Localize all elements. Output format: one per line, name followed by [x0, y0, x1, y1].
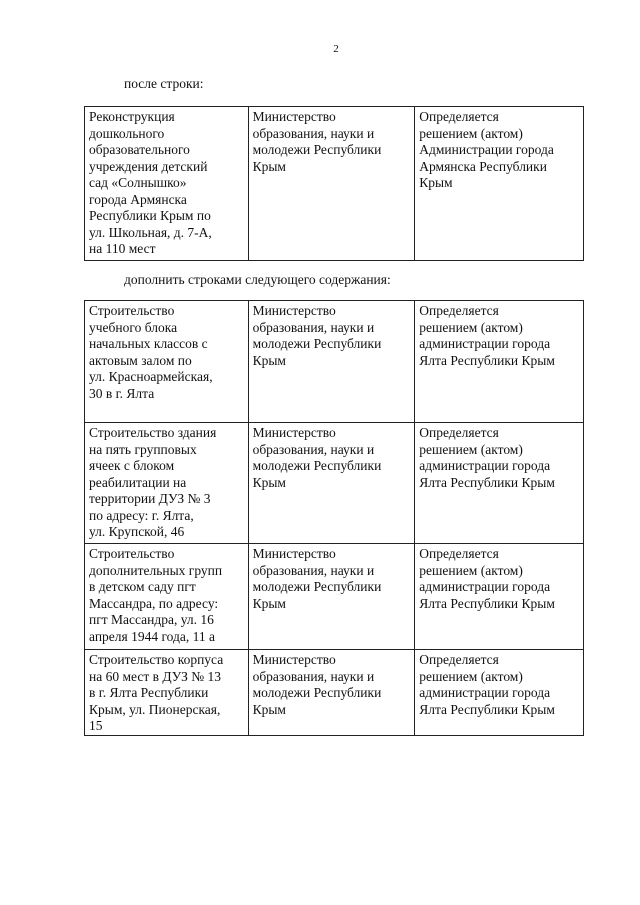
page-number: 2 — [333, 43, 339, 55]
cell-object — [85, 650, 249, 736]
cell-line: учреждения детский — [89, 158, 208, 174]
cell-line: на 60 мест в ДУЗ № 13 — [89, 668, 222, 684]
cell-object — [85, 544, 249, 650]
cell-line: администрации города — [419, 458, 551, 473]
cell-object — [85, 107, 249, 261]
cell-line: Министерство — [252, 303, 336, 318]
cell-line: в г. Ялта Республики — [89, 685, 209, 700]
cell-ministry — [248, 544, 415, 650]
table-row — [85, 650, 584, 736]
cell-line: администрации города — [419, 336, 551, 351]
cell-line: Крым — [419, 175, 453, 190]
intro-text: после строки: — [124, 76, 204, 91]
cell-line: в детском саду пгт — [89, 579, 196, 594]
cell-line: территории ДУЗ № 3 — [89, 491, 211, 506]
cell-line: Определяется — [419, 546, 499, 561]
cell-line: ул. Красноармейская, — [89, 369, 213, 384]
cell-line: Реконструкция — [89, 109, 175, 124]
cell-line: образования, науки и — [252, 125, 375, 141]
cell-line: решением (актом) — [419, 125, 523, 141]
cell-line: учебного блока — [89, 319, 178, 335]
cell-line: Крым, ул. Пионерская, — [89, 701, 221, 717]
table-added-rows — [84, 300, 584, 736]
cell-ministry — [248, 423, 415, 544]
cell-ministry — [248, 107, 415, 261]
cell-line: Строительство — [89, 303, 175, 318]
cell-line: молодежи Республики — [252, 336, 382, 351]
cell-line: молодежи Республики — [252, 142, 382, 157]
cell-line: Министерство — [252, 652, 336, 667]
cell-line: 15 — [89, 718, 103, 733]
cell-line: на пять групповых — [89, 441, 197, 457]
cell-line: решением (актом) — [419, 319, 523, 335]
cell-line: актовым залом по — [89, 352, 192, 368]
cell-line: Министерство — [252, 425, 336, 440]
cell-line: Крым — [252, 352, 286, 368]
cell-line: дополнительных групп — [89, 562, 223, 578]
cell-line: ул. Крупской, 46 — [89, 524, 185, 539]
cell-line: решением (актом) — [419, 441, 523, 457]
cell-line: образования, науки и — [252, 562, 375, 578]
cell-line: Администрации города — [419, 142, 554, 157]
cell-line: начальных классов с — [89, 336, 208, 351]
cell-line: администрации города — [419, 579, 551, 594]
table-body — [85, 301, 584, 736]
cell-line: Ялта Республики Крым — [419, 701, 555, 717]
cell-ministry — [248, 650, 415, 736]
cell-line: образовательного — [89, 142, 190, 157]
cell-line: образования, науки и — [252, 441, 375, 457]
addition-text: дополнить строками следующего содержания: — [124, 272, 391, 287]
cell-ministry — [248, 301, 415, 423]
cell-line: администрации города — [419, 685, 551, 700]
cell-line: на 110 мест — [89, 241, 156, 256]
table-row — [85, 544, 584, 650]
cell-line: Крым — [252, 474, 286, 490]
cell-line: Крым — [252, 158, 286, 174]
cell-line: Крым — [252, 701, 286, 717]
cell-line: Определяется — [419, 109, 499, 124]
cell-line: Крым — [252, 595, 286, 611]
cell-determined — [415, 544, 584, 650]
cell-line: Строительство здания — [89, 425, 217, 440]
cell-line: Массандра, по адресу: — [89, 595, 219, 611]
cell-line: города Армянска — [89, 191, 187, 207]
cell-line: Строительство корпуса — [89, 652, 224, 667]
cell-line: сад «Солнышко» — [89, 175, 187, 190]
cell-line: по адресу: г. Ялта, — [89, 507, 194, 523]
cell-line: молодежи Республики — [252, 458, 382, 473]
table-body — [85, 107, 584, 261]
cell-line: решением (актом) — [419, 668, 523, 684]
cell-line: Ялта Республики Крым — [419, 352, 555, 368]
table-original-row — [84, 106, 584, 261]
cell-line: дошкольного — [89, 125, 165, 141]
cell-line: Республики Крым по — [89, 208, 211, 223]
cell-line: реабилитации на — [89, 474, 187, 490]
cell-line: молодежи Республики — [252, 579, 382, 594]
cell-determined — [415, 650, 584, 736]
cell-line: Определяется — [419, 303, 499, 318]
cell-line: Ялта Республики Крым — [419, 595, 555, 611]
cell-line: 30 в г. Ялта — [89, 385, 155, 401]
cell-determined — [415, 423, 584, 544]
cell-line: образования, науки и — [252, 668, 375, 684]
cell-object — [85, 301, 249, 423]
cell-line: молодежи Республики — [252, 685, 382, 700]
table-row — [85, 107, 584, 261]
cell-line: Ялта Республики Крым — [419, 474, 555, 490]
cell-line: Определяется — [419, 425, 499, 440]
cell-line: Министерство — [252, 109, 336, 124]
table-row — [85, 301, 584, 423]
cell-line: образования, науки и — [252, 319, 375, 335]
cell-line: ячеек с блоком — [89, 458, 175, 473]
cell-line: решением (актом) — [419, 562, 523, 578]
cell-object — [85, 423, 249, 544]
cell-line: апреля 1944 года, 11 а — [89, 628, 216, 644]
cell-line: ул. Школьная, д. 7-А, — [89, 224, 212, 240]
cell-line: пгт Массандра, ул. 16 — [89, 612, 214, 627]
cell-line: Министерство — [252, 546, 336, 561]
cell-line: Армянска Республики — [419, 158, 547, 174]
cell-line: Определяется — [419, 652, 499, 667]
cell-line: Строительство — [89, 546, 175, 561]
cell-determined — [415, 107, 584, 261]
table-row — [85, 423, 584, 544]
cell-determined — [415, 301, 584, 423]
